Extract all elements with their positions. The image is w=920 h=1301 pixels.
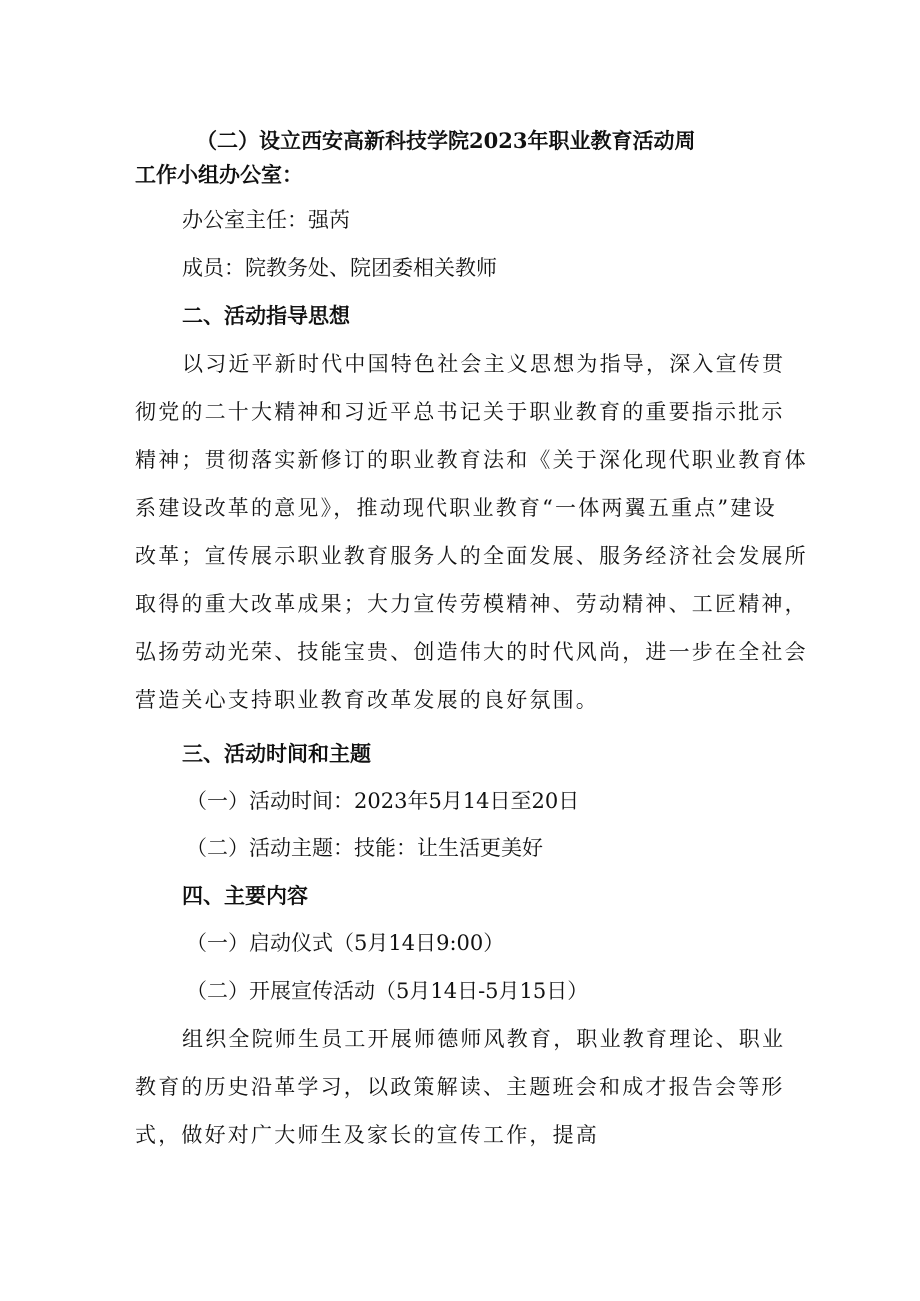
office-director xyxy=(0,200,920,240)
section4-item1 xyxy=(0,923,920,963)
section4-item2 xyxy=(0,971,920,1011)
section2-heading xyxy=(0,296,920,336)
section4-heading xyxy=(0,876,920,916)
office-heading-text-2: 工作小组办公室： xyxy=(135,162,303,187)
activity-time-text: （一）活动时间：2023年5月14日至20日 xyxy=(186,789,580,813)
section2-paragraph-line xyxy=(0,584,920,624)
paragraph-text: 弘扬劳动光荣、技能宝贵、创造伟大的时代风尚，进一步在全社会 xyxy=(135,640,808,664)
paragraph-text: 组织全院师生员工开展师德师风教育，职业教育理论、职业 xyxy=(182,1027,786,1051)
paragraph-text: 精神；贯彻落实新修订的职业教育法和《关于深化现代职业教育体 xyxy=(135,448,808,472)
office-director-text: 办公室主任：强芮 xyxy=(182,208,350,232)
paragraph-text: 改革；宣传展示职业教育服务人的全面发展、服务经济社会发展所 xyxy=(135,544,808,568)
section2-paragraph-line xyxy=(0,632,920,672)
office-members xyxy=(0,248,920,288)
section2-paragraph-line xyxy=(0,440,920,480)
section2-paragraph-line xyxy=(0,344,920,384)
section4-heading-text: 四、主要内容 xyxy=(182,883,308,908)
paragraph-text: 取得的重大改革成果；大力宣传劳模精神、劳动精神、工匠精神， xyxy=(135,592,808,616)
publicity-activity-text: （二）开展宣传活动（5月14日-5月15日） xyxy=(186,979,589,1003)
paragraph-text: 系建设改革的意见》，推动现代职业教育“一体两翼五重点”建设 xyxy=(135,496,777,520)
section4-paragraph-line xyxy=(0,1067,920,1107)
office-heading-line2 xyxy=(0,155,920,195)
section3-time xyxy=(0,781,920,821)
activity-theme-text: （二）活动主题：技能：让生活更美好 xyxy=(186,836,543,860)
section2-paragraph-line xyxy=(0,392,920,432)
section3-theme xyxy=(0,828,920,868)
paragraph-text: 式，做好对广大师生及家长的宣传工作，提高 xyxy=(135,1123,599,1147)
launch-ceremony-text: （一）启动仪式（5月14日9:00） xyxy=(186,931,505,955)
section3-heading-text: 三、活动时间和主题 xyxy=(182,741,371,766)
paragraph-text: 教育的历史沿革学习，以政策解读、主题班会和成才报告会等形 xyxy=(135,1075,785,1099)
office-members-text: 成员：院教务处、院团委相关教师 xyxy=(182,256,497,280)
section2-heading-text: 二、活动指导思想 xyxy=(182,303,350,328)
paragraph-text: 以习近平新时代中国特色社会主义思想为指导，深入宣传贯 xyxy=(182,352,786,376)
section2-paragraph-line xyxy=(0,488,920,528)
paragraph-text: 彻党的二十大精神和习近平总书记关于职业教育的重要指示批示 xyxy=(135,400,785,424)
section2-paragraph-line xyxy=(0,680,920,720)
section3-heading xyxy=(0,734,920,774)
section4-paragraph-line xyxy=(0,1019,920,1059)
section4-paragraph-line xyxy=(0,1115,920,1155)
paragraph-text: 营造关心支持职业教育改革发展的良好氛围。 xyxy=(135,688,599,712)
office-heading-text-1: （二）设立西安高新科技学院2023年职业教育活动周 xyxy=(196,128,696,153)
section2-paragraph-line xyxy=(0,536,920,576)
